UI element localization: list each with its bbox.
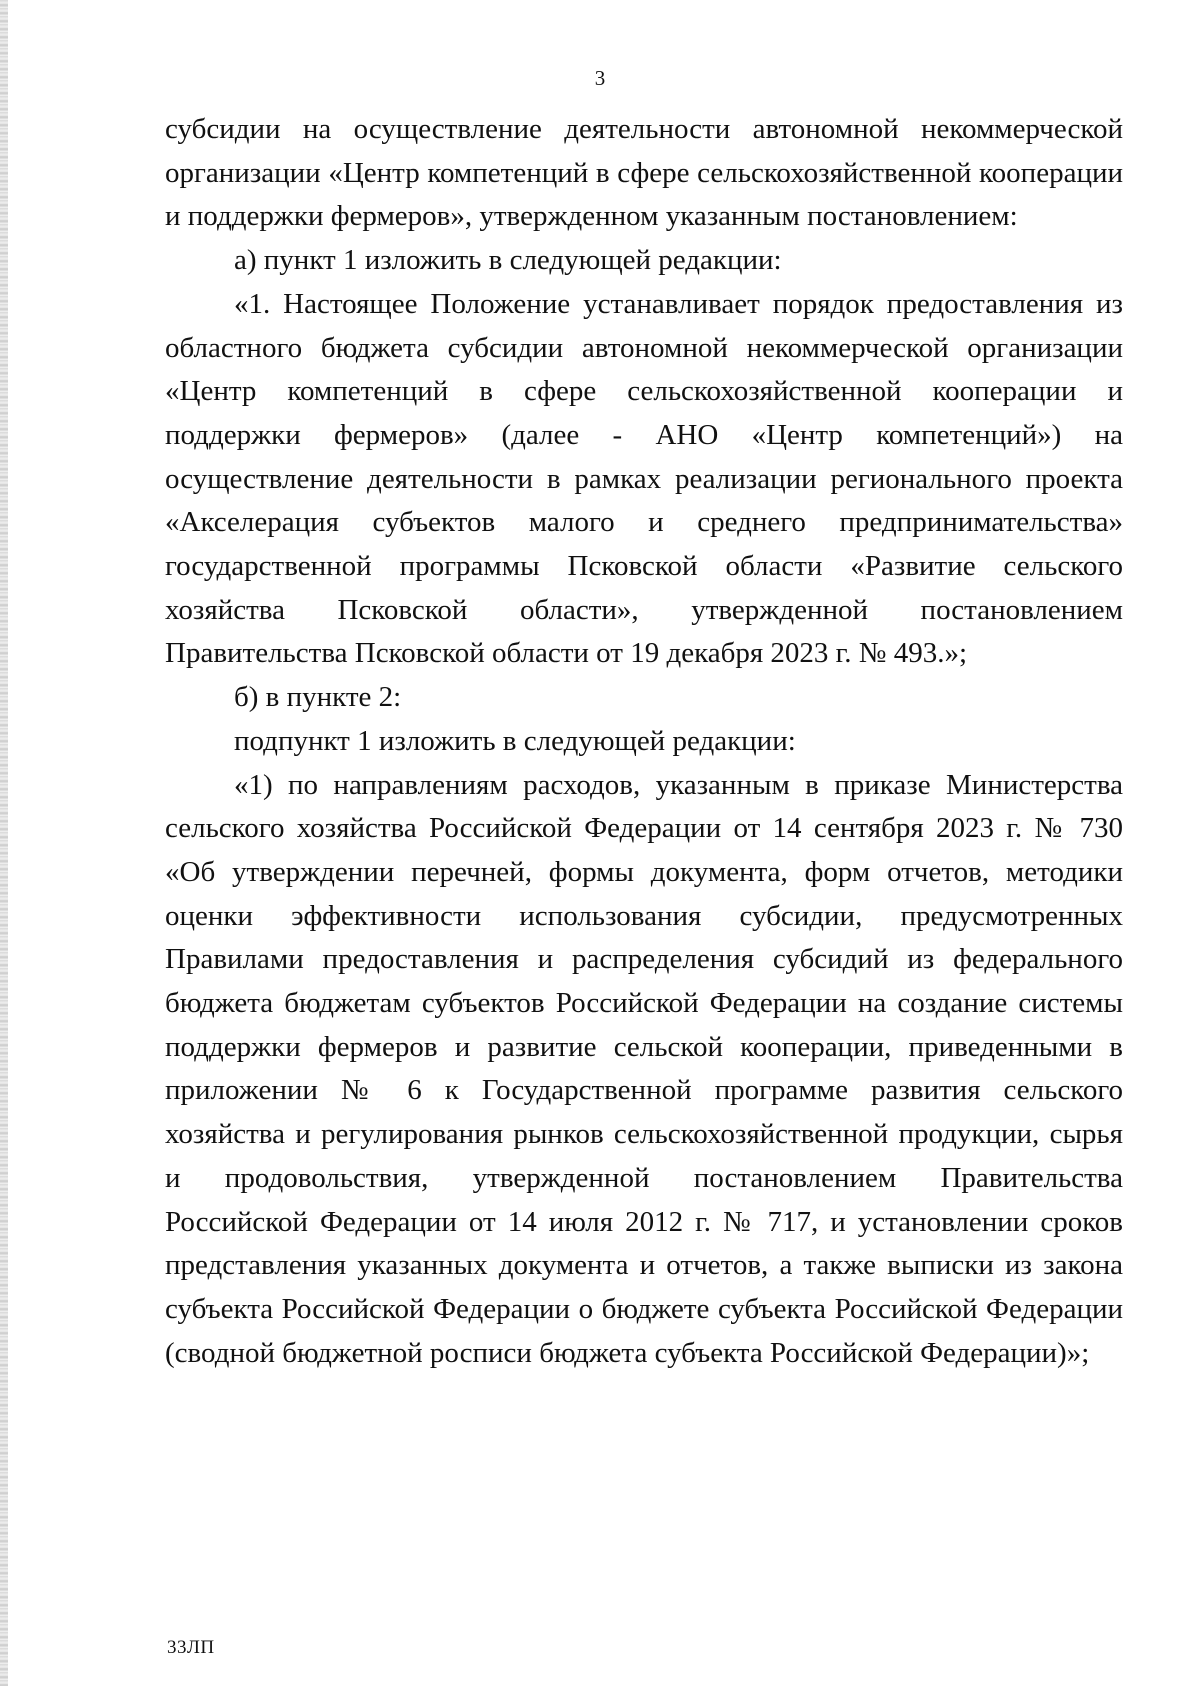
scan-edge-artifact	[0, 0, 8, 1686]
paragraph-subitem-1: подпункт 1 изложить в следующей редакции:	[234, 724, 796, 757]
paragraph-continuation: субсидии на осуществление деятельности автономной некоммерческой организации «Центр компетенций в сфере сельскохозяйственной кооперации и поддержки фермеров», утвержденном указанным постановлением:	[165, 113, 1123, 233]
paragraph-item-a: а) пункт 1 изложить в следующей редакции:	[234, 244, 782, 277]
paragraph-item-b: б) в пункте 2:	[234, 681, 402, 714]
document-body	[165, 108, 1123, 1375]
page-number: 3	[594, 66, 606, 90]
paragraph-subitem-1-text: «1) по направлениям расходов, указанным в приказе Министерства сельского хозяйства Российской Федерации от 14 сентября 2023 г. № 730 «Об утверждении перечней, формы документа, форм отчетов, методики оценки эффективности использования субсидии, предусмотренных Правилами предоставления и распределения субсидий из федерального бюджета бюджетам субъектов Российской Федерации на создание системы поддержки фермеров и развитие сельской кооперации, приведенными в приложении № 6 к Государственной программе развития сельского хозяйства и регулирования рынков сельскохозяйственной продукции, сырья и продовольствия, утвержденной постановлением Правительства Российской Федерации от 14 июля 2012 г. № 717, и установлении сроков представления указанных документа и отчетов, а также выписки из закона субъекта Российской Федерации о бюджете субъекта Российской Федерации (сводной бюджетной росписи бюджета субъекта Российской Федерации)»;	[165, 768, 1123, 1369]
footer-document-code: 33ЛП	[167, 1637, 215, 1658]
paragraph-clause-1-text: «1. Настоящее Положение устанавливает порядок предоставления из областного бюджета субсидии автономной некоммерческой организации «Центр компетенций в сфере сельскохозяйственной кооперации и поддержки фермеров» (далее - АНО «Центр компетенций») на осуществление деятельности в рамках реализации регионального проекта «Акселерация субъектов малого и среднего предпринимательства» государственной программы Псковской области «Развитие сельского хозяйства Псковской области», утвержденной постановлением Правительства Псковской области от 19 декабря 2023 г. № 493.»;	[165, 287, 1123, 670]
